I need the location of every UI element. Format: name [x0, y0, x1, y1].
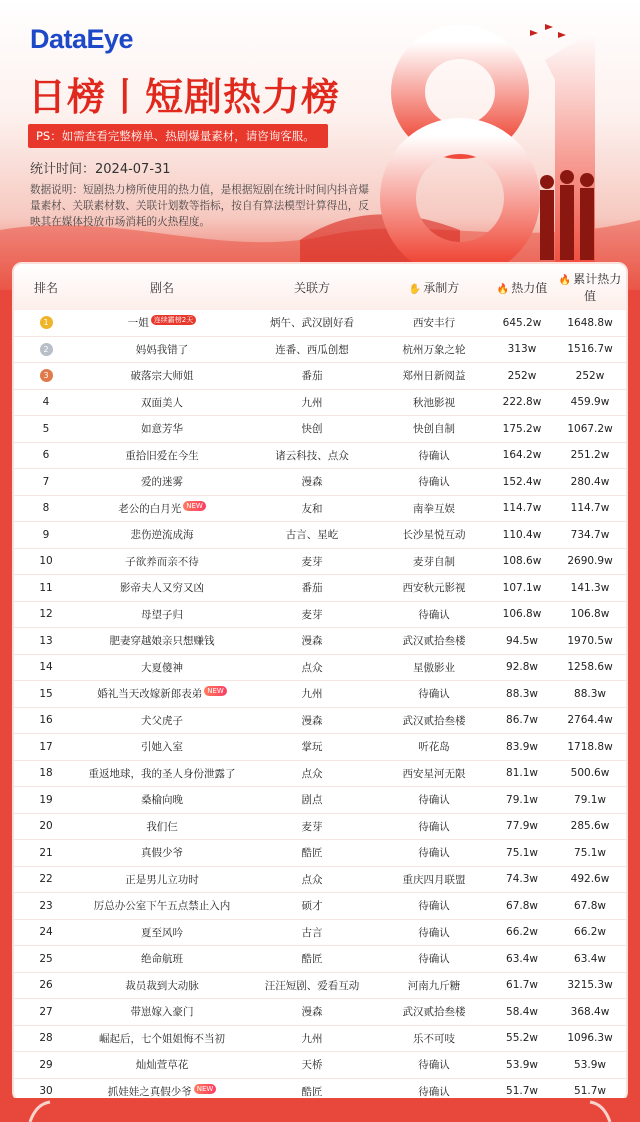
cumulative-cell: 368.4w — [570, 1005, 610, 1018]
heat-cell: 114.7w — [502, 502, 542, 515]
producer-cell: 待确认 — [418, 476, 450, 489]
rank-cell: 21 — [39, 846, 53, 859]
table-row — [14, 575, 626, 602]
producer-cell: 待确认 — [418, 608, 450, 621]
bronze-medal-icon: 3 — [40, 369, 53, 382]
heat-cell: 51.7w — [506, 1085, 538, 1098]
rank-cell — [14, 343, 78, 356]
heat-cell: 77.9w — [506, 820, 538, 833]
drama-name-cell — [78, 1057, 246, 1072]
cumulative-cell: 51.7w — [574, 1085, 606, 1098]
dataeye-logo: DataEye — [30, 24, 134, 54]
heat-cell: 75.1w — [506, 846, 538, 859]
streak-badge: 连续霸榜2天 — [151, 315, 196, 325]
stat-time: 统计时间：2024-07-31 — [30, 162, 171, 177]
producer-cell: 待确认 — [418, 926, 450, 939]
drama-name-cell — [78, 607, 246, 622]
rank-cell: 20 — [39, 820, 53, 833]
table-row — [14, 522, 626, 549]
table-row — [14, 920, 626, 947]
table-row — [14, 602, 626, 629]
rank-cell: 14 — [39, 661, 53, 674]
heat-cell: 107.1w — [502, 581, 542, 594]
related-cell: 点众 — [301, 873, 323, 886]
drama-name-cell — [78, 527, 246, 542]
drama-name: 引她入室 — [141, 741, 183, 754]
producer-cell: 待确认 — [418, 953, 450, 966]
table-row — [14, 337, 626, 364]
page-title: 日榜丨短剧热力榜 — [28, 75, 341, 119]
rank-cell: 28 — [39, 1032, 53, 1045]
related-cell: 漫森 — [301, 714, 323, 727]
drama-name-cell — [78, 792, 246, 807]
cumulative-cell: 500.6w — [570, 767, 610, 780]
rank-cell — [14, 316, 78, 329]
drama-name-cell — [78, 713, 246, 728]
producer-cell: 快创自制 — [413, 423, 455, 436]
producer-cell: 南拳互娱 — [413, 502, 455, 515]
table-row — [14, 443, 626, 470]
rank-cell: 26 — [39, 979, 53, 992]
producer-cell: 待确认 — [418, 794, 450, 807]
drama-name: 悲伤逆流成海 — [130, 529, 194, 542]
big-81-graphic — [380, 20, 630, 280]
cumulative-cell: 2690.9w — [567, 555, 613, 568]
drama-name-cell — [78, 951, 246, 966]
heat-cell: 74.3w — [506, 873, 538, 886]
cumulative-cell: 53.9w — [574, 1058, 606, 1071]
heat-cell: 79.1w — [506, 793, 538, 806]
drama-name: 真假少爷 — [141, 847, 183, 860]
cumulative-cell: 67.8w — [574, 899, 606, 912]
cumulative-cell: 492.6w — [570, 873, 610, 886]
table-row — [14, 390, 626, 417]
producer-cell: 待确认 — [418, 1085, 450, 1098]
table-row — [14, 363, 626, 390]
table-row — [14, 628, 626, 655]
heat-cell: 152.4w — [502, 475, 542, 488]
producer-cell: 杭州万象之轮 — [402, 343, 466, 356]
producer-cell: 待确认 — [418, 820, 450, 833]
drama-name-cell — [78, 1031, 246, 1046]
cumulative-cell: 1516.7w — [567, 343, 613, 356]
cumulative-cell: 251.2w — [570, 449, 610, 462]
related-cell: 掌玩 — [301, 741, 323, 754]
table-row — [14, 973, 626, 1000]
table-row — [14, 761, 626, 788]
rank-cell: 13 — [39, 634, 53, 647]
drama-name-cell — [78, 633, 246, 648]
related-cell: 古言 — [301, 926, 323, 939]
related-cell: 酷匠 — [301, 1085, 323, 1098]
table-row — [14, 1026, 626, 1053]
header-heat — [490, 279, 554, 296]
table-row — [14, 496, 626, 523]
related-cell: 番茄 — [301, 370, 323, 383]
cumulative-cell: 1970.5w — [567, 634, 613, 647]
rank-cell: 8 — [42, 502, 50, 515]
table-row — [14, 549, 626, 576]
drama-name-cell — [78, 766, 246, 781]
bottom-decoration — [0, 1098, 640, 1122]
heat-cell: 164.2w — [502, 449, 542, 462]
table-row — [14, 1052, 626, 1079]
cumulative-cell: 75.1w — [574, 846, 606, 859]
new-badge: NEW — [183, 501, 206, 511]
table-row — [14, 867, 626, 894]
related-cell: 九州 — [301, 1032, 323, 1045]
cumulative-cell: 2764.4w — [567, 714, 613, 727]
producer-cell: 麦芽自制 — [413, 555, 455, 568]
drama-name: 带崽嫁入豪门 — [130, 1006, 194, 1019]
ranking-table — [12, 262, 628, 1102]
drama-name: 绝命航班 — [141, 953, 183, 966]
drama-name: 桑榆向晚 — [141, 794, 183, 807]
drama-name: 我们仨 — [146, 820, 178, 833]
header-cumulative — [554, 270, 626, 304]
rank-cell: 30 — [39, 1085, 53, 1098]
heat-cell: 108.6w — [502, 555, 542, 568]
related-cell: 番茄 — [301, 582, 323, 595]
heat-cell: 106.8w — [502, 608, 542, 621]
table-row — [14, 946, 626, 973]
producer-cell: 郑州日新阅益 — [402, 370, 466, 383]
drama-name-cell — [78, 845, 246, 860]
cumulative-cell: 459.9w — [570, 396, 610, 409]
related-cell: 连番、西瓜创想 — [275, 343, 349, 356]
rank-cell: 22 — [39, 873, 53, 886]
producer-cell: 待确认 — [418, 900, 450, 913]
heat-cell: 58.4w — [506, 1005, 538, 1018]
drama-name: 妈妈我错了 — [135, 343, 189, 356]
cumulative-cell: 63.4w — [574, 952, 606, 965]
table-row — [14, 655, 626, 682]
drama-name: 厉总办公室下午五点禁止入内 — [93, 900, 231, 913]
drama-name: 灿灿萱草花 — [135, 1059, 189, 1072]
drama-name-cell — [78, 501, 246, 516]
drama-name: 双面美人 — [141, 396, 183, 409]
producer-cell: 星傲影业 — [413, 661, 455, 674]
rank-cell: 19 — [39, 793, 53, 806]
rank-cell: 11 — [39, 581, 53, 594]
producer-cell: 武汉贰拾叁楼 — [402, 635, 466, 648]
drama-name-cell — [78, 925, 246, 940]
table-header — [14, 264, 626, 310]
drama-name-cell — [78, 819, 246, 834]
drama-name: 老公的白月光 — [118, 502, 182, 515]
table-row — [14, 708, 626, 735]
drama-name-cell — [78, 1084, 246, 1099]
cumulative-cell: 3215.3w — [567, 979, 613, 992]
rank-cell: 15 — [39, 687, 53, 700]
drama-name-cell — [78, 421, 246, 436]
rank-cell: 23 — [39, 899, 53, 912]
drama-name: 裁员裁到大动脉 — [125, 979, 199, 992]
related-cell: 快创 — [301, 423, 323, 436]
heat-cell: 222.8w — [502, 396, 542, 409]
drama-name: 崛起后，七个姐姐悔不当初 — [99, 1032, 225, 1045]
ps-notice: PS：如需查看完整榜单、热剧爆量素材，请咨询客服。 — [28, 124, 328, 148]
table-row — [14, 469, 626, 496]
drama-name-cell — [78, 686, 246, 701]
table-row — [14, 840, 626, 867]
producer-cell: 待确认 — [418, 1059, 450, 1072]
related-cell: 点众 — [301, 661, 323, 674]
heat-cell: 83.9w — [506, 740, 538, 753]
flame-icon: 🔥 — [558, 275, 572, 286]
related-cell: 古言、星屹 — [285, 529, 339, 542]
producer-cell: 西安丰行 — [413, 317, 455, 330]
flame-icon: 🔥 — [496, 283, 510, 295]
heat-cell: 61.7w — [506, 979, 538, 992]
related-cell: 漫森 — [301, 476, 323, 489]
drama-name: 夏至风吟 — [141, 926, 183, 939]
cumulative-cell: 1067.2w — [567, 422, 613, 435]
related-cell: 九州 — [301, 688, 323, 701]
drama-name: 肥妻穿越娘亲只想赚钱 — [109, 635, 215, 648]
drama-name: 影帝夫人又穷又凶 — [120, 582, 204, 595]
drama-name-cell — [78, 978, 246, 993]
header-producer — [378, 279, 490, 296]
related-cell: 麦芽 — [301, 555, 323, 568]
related-cell: 点众 — [301, 767, 323, 780]
drama-name-cell — [78, 474, 246, 489]
producer-cell: 武汉贰拾叁楼 — [402, 1006, 466, 1019]
table-row — [14, 416, 626, 443]
rank-cell: 5 — [42, 422, 50, 435]
producer-cell: 待确认 — [418, 847, 450, 860]
rank-cell: 7 — [42, 475, 50, 488]
drama-name: 重返地球，我的圣人身份泄露了 — [88, 767, 236, 780]
rank-cell: 29 — [39, 1058, 53, 1071]
related-cell: 漫森 — [301, 1006, 323, 1019]
rank-cell: 16 — [39, 714, 53, 727]
table-row — [14, 999, 626, 1026]
table-row — [14, 787, 626, 814]
related-cell: 漫森 — [301, 635, 323, 648]
cumulative-cell: 79.1w — [574, 793, 606, 806]
cumulative-cell: 252w — [575, 369, 605, 382]
header-cumulative-label: 累计热力值 — [573, 272, 622, 303]
table-row — [14, 893, 626, 920]
related-cell: 炳午、武汉剧好看 — [270, 317, 354, 330]
producer-cell: 长沙星悦互动 — [402, 529, 466, 542]
producer-cell: 听花岛 — [418, 741, 450, 754]
table-row — [14, 681, 626, 708]
drama-name: 爱的迷雾 — [141, 476, 183, 489]
drama-name: 子欲养而亲不待 — [125, 555, 199, 568]
rank-cell: 6 — [42, 449, 50, 462]
header-heat-label: 热力值 — [511, 280, 548, 295]
heat-cell: 313w — [507, 343, 537, 356]
related-cell: 九州 — [301, 396, 323, 409]
producer-cell: 重庆四月联盟 — [402, 873, 466, 886]
drama-name: 母望子归 — [141, 608, 183, 621]
rank-cell: 4 — [42, 396, 50, 409]
heat-cell: 66.2w — [506, 926, 538, 939]
rank-cell: 9 — [42, 528, 50, 541]
hand-icon: ✋ — [408, 283, 422, 295]
cumulative-cell: 88.3w — [574, 687, 606, 700]
new-badge: NEW — [194, 1084, 217, 1094]
related-cell: 诸云科技、点众 — [275, 449, 349, 462]
cumulative-cell: 114.7w — [570, 502, 610, 515]
related-cell: 汪汪短剧、爱看互动 — [264, 979, 360, 992]
related-cell: 酷匠 — [301, 847, 323, 860]
header-rank: 排名 — [33, 280, 58, 295]
related-cell: 剧点 — [301, 794, 323, 807]
producer-cell: 秋池影视 — [413, 396, 455, 409]
related-cell: 友和 — [301, 502, 323, 515]
drama-name-cell — [78, 448, 246, 463]
drama-name-cell — [78, 580, 246, 595]
heat-cell: 88.3w — [506, 687, 538, 700]
rank-cell: 27 — [39, 1005, 53, 1018]
heat-cell: 92.8w — [506, 661, 538, 674]
producer-cell: 西安秋元影视 — [402, 582, 466, 595]
heat-cell: 86.7w — [506, 714, 538, 727]
drama-name-cell — [78, 342, 246, 357]
heat-cell: 55.2w — [506, 1032, 538, 1045]
related-cell: 麦芽 — [301, 608, 323, 621]
cumulative-cell: 1718.8w — [567, 740, 613, 753]
cumulative-cell: 285.6w — [570, 820, 610, 833]
cumulative-cell: 1258.6w — [567, 661, 613, 674]
drama-name-cell — [78, 554, 246, 569]
heat-cell: 110.4w — [502, 528, 542, 541]
producer-cell: 武汉贰拾叁楼 — [402, 714, 466, 727]
drama-name-cell — [78, 898, 246, 913]
drama-name-cell — [78, 315, 246, 330]
drama-name-cell — [78, 395, 246, 410]
heat-cell: 63.4w — [506, 952, 538, 965]
header-name: 剧名 — [149, 280, 174, 295]
cumulative-cell: 1096.3w — [567, 1032, 613, 1045]
rank-cell — [14, 369, 78, 382]
heat-cell: 67.8w — [506, 899, 538, 912]
drama-name: 抓娃娃之真假少爷 — [107, 1085, 192, 1098]
heat-cell: 81.1w — [506, 767, 538, 780]
drama-name-cell — [78, 739, 246, 754]
heat-cell: 175.2w — [502, 422, 542, 435]
related-cell: 麦芽 — [301, 820, 323, 833]
drama-name: 正是男儿立功时 — [125, 873, 199, 886]
drama-name: 如意芳华 — [141, 423, 183, 436]
drama-name: 大夏傻神 — [141, 661, 183, 674]
drama-name: 重拾旧爱在今生 — [125, 449, 199, 462]
silver-medal-icon: 2 — [40, 343, 53, 356]
drama-name: 犬父虎子 — [141, 714, 183, 727]
cumulative-cell: 141.3w — [570, 581, 610, 594]
heat-cell: 645.2w — [502, 316, 542, 329]
heat-cell: 53.9w — [506, 1058, 538, 1071]
producer-cell: 待确认 — [418, 449, 450, 462]
producer-cell: 乐不可吱 — [413, 1032, 455, 1045]
cumulative-cell: 734.7w — [570, 528, 610, 541]
drama-name: 破落宗大师姐 — [130, 370, 194, 383]
cumulative-cell: 1648.8w — [567, 316, 613, 329]
hero-banner — [0, 0, 640, 290]
new-badge: NEW — [204, 686, 227, 696]
rank-cell: 12 — [39, 608, 53, 621]
rank-cell: 25 — [39, 952, 53, 965]
table-row — [14, 310, 626, 337]
rank-cell: 17 — [39, 740, 53, 753]
drama-name-cell — [78, 872, 246, 887]
heat-cell: 252w — [507, 369, 537, 382]
drama-name-cell — [78, 1004, 246, 1019]
producer-cell: 西安星河无限 — [402, 767, 466, 780]
heat-cell: 94.5w — [506, 634, 538, 647]
rank-cell: 24 — [39, 926, 53, 939]
related-cell: 天桥 — [301, 1059, 323, 1072]
table-body — [14, 310, 626, 1102]
table-row — [14, 814, 626, 841]
drama-name-cell — [78, 368, 246, 383]
cumulative-cell: 106.8w — [570, 608, 610, 621]
data-description: 数据说明：短剧热力榜所使用的热力值，是根据短剧在统计时间内抖音爆量素材、关联素材数、关联计划数等指标，按自有算法模型计算得出，反映其在媒体投放市场消耗的火热程度。 — [30, 184, 369, 228]
related-cell: 硕才 — [301, 900, 323, 913]
drama-name: 婚礼当天改嫁新郎表弟 — [97, 688, 203, 701]
drama-name-cell — [78, 660, 246, 675]
related-cell: 酷匠 — [301, 953, 323, 966]
table-row — [14, 734, 626, 761]
rank-cell: 18 — [39, 767, 53, 780]
drama-name: 一姐 — [127, 317, 149, 330]
header-producer-label: 承制方 — [423, 280, 460, 295]
rank-cell: 10 — [39, 555, 53, 568]
producer-cell: 待确认 — [418, 688, 450, 701]
gold-medal-icon: 1 — [40, 316, 53, 329]
producer-cell: 河南九斤糖 — [407, 979, 461, 992]
cumulative-cell: 280.4w — [570, 475, 610, 488]
cumulative-cell: 66.2w — [574, 926, 606, 939]
header-related: 关联方 — [293, 280, 330, 295]
